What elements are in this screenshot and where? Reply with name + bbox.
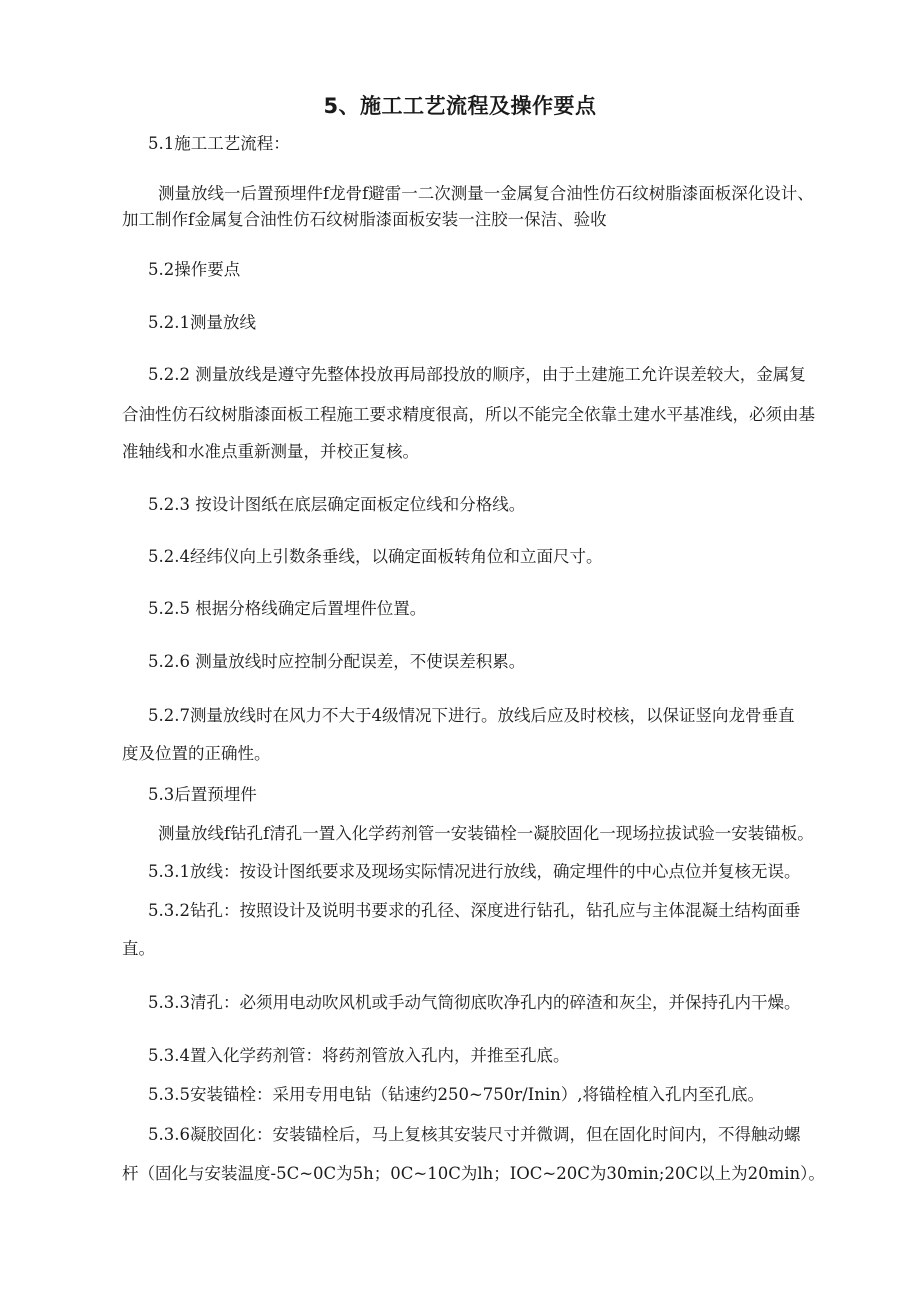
section-title: 5、施工工艺流程及操作要点 [323,94,597,118]
paragraph-5-2-4: 5.2.4经纬仪向上引数条垂线，以确定面板转角位和立面尺寸。 [148,547,603,566]
heading-5-3: 5.3后置预埋件 [148,785,257,804]
paragraph-5-2-7-line-2: 度及位置的正确性。 [122,744,271,763]
paragraph-5-3-2-line-2: 直。 [122,939,155,958]
paragraph-5-3-4: 5.3.4置入化学药剂管：将药剂管放入孔内，并推至孔底。 [148,1046,570,1065]
paragraph-5-3-5: 5.3.5安装锚栓：采用专用电钻（钻速约250~750r/Inin）,将锚栓植入孔内至孔底。 [148,1085,765,1104]
paragraph-5-2-7-line-1: 5.2.7测量放线时在风力不大于4级情况下进行。放线后应及时校核，以保证竖向龙骨垂直 [148,706,795,725]
process-flow-line-2: 加工制作f金属复合油性仿石纹树脂漆面板安装一注胶一保洁、验收 [122,210,607,229]
heading-5-2-1: 5.2.1测量放线 [148,313,256,332]
paragraph-5-2-3: 5.2.3 按设计图纸在底层确定面板定位线和分格线。 [148,495,526,514]
paragraph-5-2-2-line-1: 5.2.2 测量放线是遵守先整体投放再局部投放的顺序，由于土建施工允许误差较大，金属复 [148,365,806,384]
paragraph-5-3-1: 5.3.1放线：按设计图纸要求及现场实际情况进行放线，确定埋件的中心点位并复核无误。 [148,862,801,881]
heading-5-2: 5.2操作要点 [148,260,241,279]
paragraph-5-2-2-line-2: 合油性仿石纹树脂漆面板工程施工要求精度很高，所以不能完全依靠土建水平基准线，必须由基 [122,405,815,424]
heading-5-1: 5.1施工工艺流程： [148,134,290,153]
paragraph-5-2-6: 5.2.6 测量放线时应控制分配误差，不使误差积累。 [148,652,526,671]
paragraph-5-3-6-line-1: 5.3.6凝胶固化：安装锚栓后，马上复核其安装尺寸并微调，但在固化时间内，不得触动螺 [148,1125,801,1144]
paragraph-5-3-2-line-1: 5.3.2钻孔：按照设计及说明书要求的孔径、深度进行钻孔，钻孔应与主体混凝土结构面垂 [148,901,801,920]
process-flow-line-1: 测量放线一后置预埋件f龙骨f避雷一二次测量一金属复合油性仿石纹树脂漆面板深化设计、 [158,184,814,203]
paragraph-5-2-2-line-3: 准轴线和水准点重新测量，并校正复核。 [122,442,419,461]
paragraph-5-2-5: 5.2.5 根据分格线确定后置埋件位置。 [148,599,427,618]
paragraph-5-3-3: 5.3.3清孔：必须用电动吹风机或手动气筒彻底吹净孔内的碎渣和灰尘，并保持孔内干燥。 [148,993,801,1012]
anchor-process-flow: 测量放线f钻孔f清孔一置入化学药剂管一安装锚栓一凝胶固化一现场拉拔试验一安装锚板。 [158,824,814,843]
paragraph-5-3-6-line-2: 杆（固化与安装温度-5C~0C为5h；0C~10C为lh；IOC~20C为30min;20C以上为20min）。 [122,1164,825,1183]
